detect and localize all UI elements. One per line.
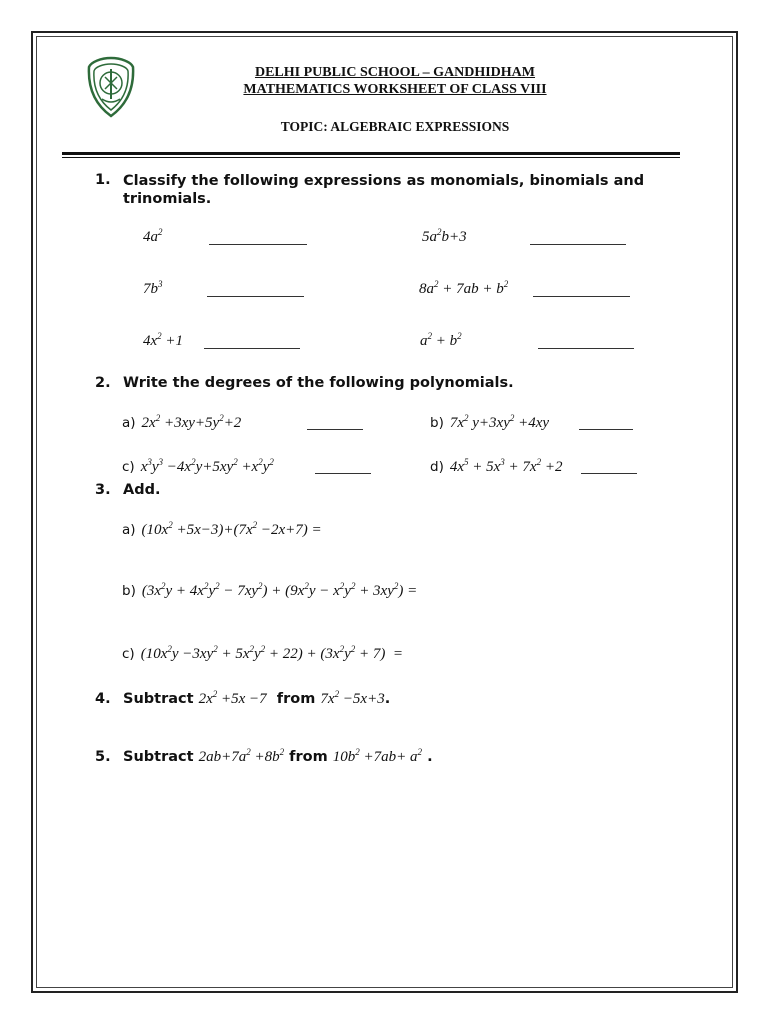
addition-a: a) $(10x^2 +5x-3)+(7x^2 -2x+7)$ =	[122, 520, 322, 538]
expr-1b: $5a^2b+3$	[422, 227, 467, 245]
expr-1c: $7b^3$	[143, 279, 163, 297]
header-rule-thick	[62, 152, 680, 155]
expr-1f: $a^2 + b^2$	[420, 331, 462, 349]
addition-b: b) $(3x^2y + 4x^2y^2 - 7xy^2) + (9x^2y - x^2y^2 + 3xy^2)$ =	[122, 581, 418, 599]
polynomial-a: a) $2x^2 +3xy+5y^2+2$	[122, 413, 242, 431]
answer-blank[interactable]	[538, 348, 634, 349]
worksheet-title: MATHEMATICS WORKSHEET OF CLASS VIII	[243, 82, 547, 97]
question-text: Write the degrees of the following polynomials.	[123, 375, 514, 391]
school-emblem-icon	[83, 55, 139, 119]
polynomial-c: c) $x^3y^3 -4x^2y+5xy^2 +x^2y^2$	[122, 457, 274, 475]
answer-blank[interactable]	[579, 429, 633, 430]
question-text: Subtract $2x^2 +5x -7$ from $7x^2 -5x+3$.	[123, 689, 391, 707]
question-number: 4.	[95, 691, 111, 707]
answer-blank[interactable]	[533, 296, 630, 297]
expr-1a: $4a^2$	[143, 227, 163, 245]
expr-1e: $4x^2 +1$	[143, 331, 184, 349]
school-name: DELHI PUBLIC SCHOOL – GANDHIDHAM	[254, 65, 536, 80]
polynomial-d: d) $4x^5 + 5x^3 + 7x^2 +2$	[430, 457, 563, 475]
topic-title: TOPIC: ALGEBRAIC EXPRESSIONS	[280, 119, 510, 134]
header-rule-thin	[62, 157, 680, 158]
expr-1d: $8a^2 + 7ab + b^2$	[419, 279, 509, 297]
answer-blank[interactable]	[581, 473, 637, 474]
question-text: Add.	[123, 482, 161, 498]
answer-blank[interactable]	[315, 473, 371, 474]
polynomial-b: b) $7x^2$ $y+3xy^2 +4xy$	[430, 413, 550, 431]
answer-blank[interactable]	[307, 429, 363, 430]
answer-blank[interactable]	[207, 296, 304, 297]
question-number: 5.	[95, 749, 111, 765]
question-text: Subtract $2ab+7a^2 +8b^2$ from $10b^2 +7ab+ a^2$ .	[123, 747, 433, 765]
answer-blank[interactable]	[530, 244, 626, 245]
question-number: 2.	[95, 375, 111, 391]
addition-c: c) $(10x^2y -3xy^2 + 5x^2y^2 + 22) + (3x^2y^2 + 7)$ =	[122, 644, 403, 662]
answer-blank[interactable]	[209, 244, 307, 245]
question-text: Classify the following expressions as monomials, binomials and trinomials.	[123, 173, 645, 207]
question-number: 3.	[95, 482, 111, 498]
answer-blank[interactable]	[204, 348, 300, 349]
question-number: 1.	[95, 172, 111, 188]
